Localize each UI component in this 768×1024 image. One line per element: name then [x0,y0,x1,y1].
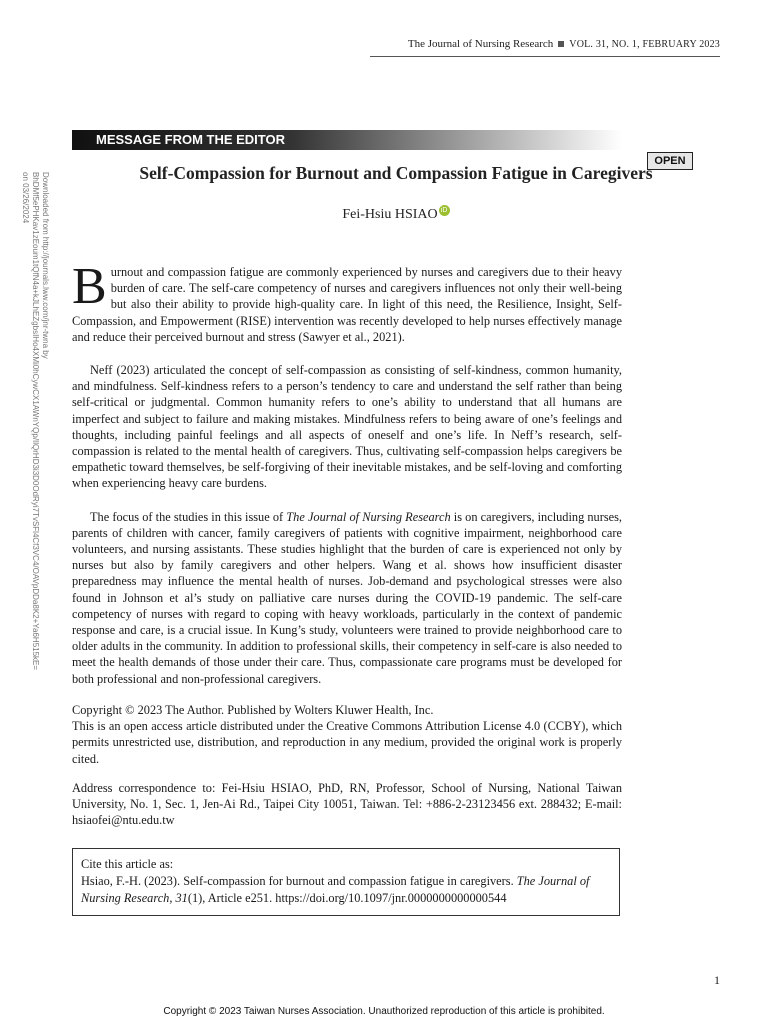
license-text: This is an open access article distributed under the Creative Commons Attribution License 4.0 (CCBY), which permits unrestricted use, distribution, and reproduction in any medium, provided the original work is properly cited. [72,719,622,766]
paragraph-1-text: urnout and compassion fatigue are commonly experienced by nurses and caregivers due to their heavy burden of care. The self-care competency of nurses and caregivers influences not only their well-being but also their ability to provide high-quality care. In light of this need, the Resilience, Insight, Self-Compassion, and Empowerment (RISE) intervention was recently developed to help nurses effectively manage and reduce their perceived burnout and stress (Sawyer et al., 2021). [72,265,622,344]
paragraph-3 [72,509,622,687]
article-title: Self-Compassion for Burnout and Compassion Fatigue in Caregivers [139,163,653,183]
download-watermark [12,172,52,671]
citation-heading: Cite this article as: [81,857,174,871]
citation-doi[interactable]: (1), Article e251. https://doi.org/10.1097/jnr.0000000000000544 [187,891,507,905]
paragraph-3-text-a: The focus of the studies in this issue of [90,509,287,524]
citation-text-a: Hsiao, F.-H. (2023). Self-compassion for burnout and compassion fatigue in caregivers. [81,874,517,888]
author-line [72,205,720,223]
square-bullet-icon [558,41,564,47]
journal-title-italic: The Journal of Nursing Research [286,509,451,524]
copyright-line: Copyright © 2023 The Author. Published by Wolters Kluwer Health, Inc. [72,703,434,717]
header-rule [370,56,720,57]
copyright-notice [72,702,622,767]
journal-name: The Journal of Nursing Research [407,38,554,50]
correspondence-address: Address correspondence to: Fei-Hsiu HSIAO, PhD, RN, Professor, School of Nursing, National Taiwan University, No. 1, Sec. 1, Jen-Ai Rd., Taipei City 10051, Taiwan. Tel: +886-2-23123456 ext. 288432; E-mail: hsiaofei@ntu.edu.tw [72,781,622,828]
citation-text [81,873,611,907]
citation-journal: The Journal of Nursing Research, 31 [81,874,590,905]
drop-cap: B [72,258,107,315]
paragraph-2: Neff (2023) articulated the concept of self-compassion as consisting of self-kindness, common humanity, and mindfulness. Self-kindness refers to a person’s tendency to care and understand the self rather than being self-critical or judgmental. Common humanity refers to one’s ability to understand that all humans are imperfect and subject to failure and making mistakes. Mindfulness refers to being aware of one’s feelings and thoughts, including painful feelings and all aspects of oneself and one’s life. In Neff’s research, self-compassion is related to the mental health of caregivers. Thus, cultivating self-compassion helps caregivers be empathetic toward themselves, be self-forgiving of their inevitable mistakes, and be self-loving and comforting when experiencing heavy care burdens. [72,363,622,491]
orcid-icon[interactable]: iD [439,205,450,216]
paragraph-1 [72,258,622,345]
author-name[interactable]: Fei-Hsiu HSIAO [342,207,438,222]
section-label: MESSAGE FROM THE EDITOR [72,130,622,150]
running-header [408,38,720,50]
paragraph-3-text-b: is on caregivers, including nurses, parents of children with cancer, family caregivers of patients with cognitive impairment, neighborhood care volunteers, and nursing assistants. These studies highlight that the burden of care is experienced not only by nurses but also by family caregivers and other helpers. Wang et al. shows how insufficient disaster preparedness may influence the mental health of nurses. Job-demand and psychological stresses were also found in Johnson et al’s study on palliative care nurses during the COVID-19 pandemic. The self-care competency of nurses with regard to coping with heavy workloads, particularly in the context of pandemic response and care, is a crucial issue. In Kung’s study, volunteers were trained to provide neighborhood care to older adults in the community. In addition to professional skills, their competency in self-care is also needed to meet the health demands of those under their care. Thus, compassionate care programs must be developed for both professional and non-professional caregivers. [72,509,623,686]
page-number: 1 [714,973,720,987]
footer-copyright: Copyright © 2023 Taiwan Nurses Association. Unauthorized reproduction of this article is prohibited. [163,1006,605,1017]
volume-info: VOL. 31, NO. 1, FEBRUARY 2023 [569,39,720,50]
citation-box [72,848,620,916]
download-watermark-text: Downloaded from http://journals.lww.com/jnr-twna by BhDMf5ePHKav1zEoum1tQfN4a+kJLhEZgbsIHo4XMi0hCywCX1AWnYQp/IlQrHD3i3D0OdRyi7TvSFl4Cf3VC4/OAVpDDa8K2+Ya6H515kE= on 03/26/2024 [21,172,50,671]
open-access-badge: OPEN [647,152,693,170]
article-body [72,258,623,687]
